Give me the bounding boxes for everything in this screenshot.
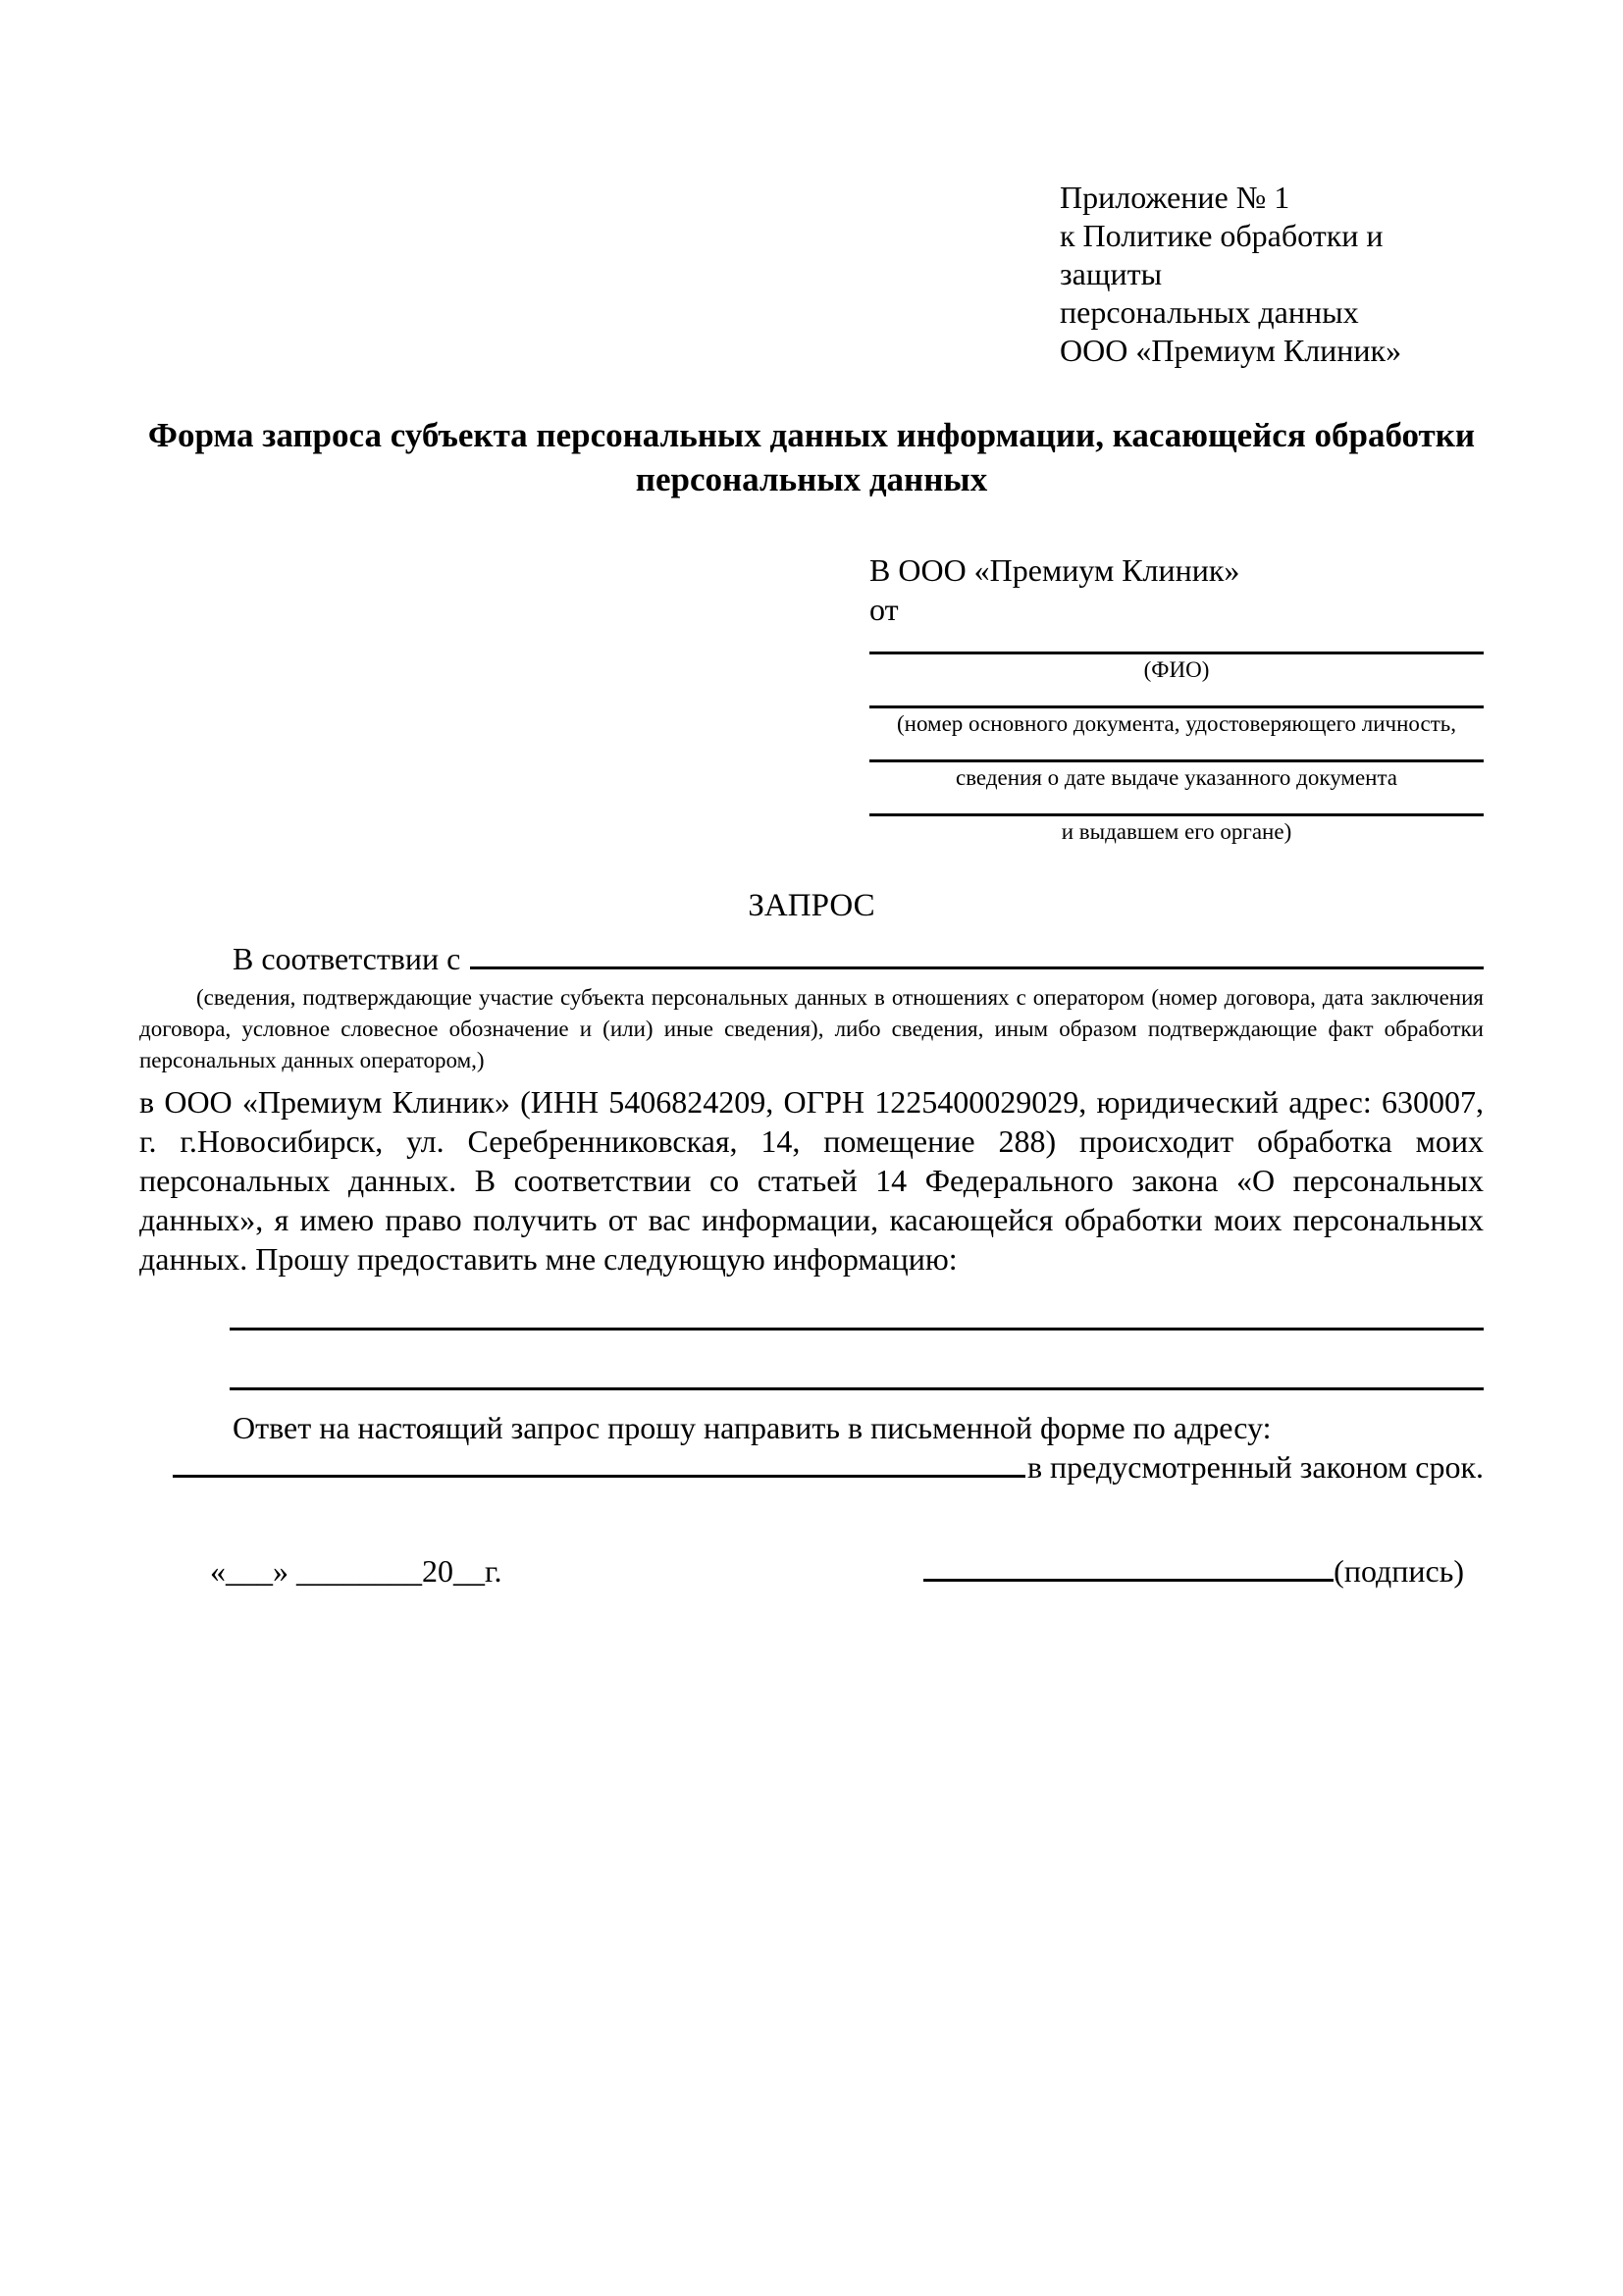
issue-date-field-caption: сведения о дате выдаче указанного документа <box>955 765 1398 790</box>
document-number-field-line <box>869 689 1484 708</box>
information-blank-line-1 <box>230 1328 1484 1331</box>
signature-group <box>923 1551 1464 1591</box>
accordance-note: (сведения, подтверждающие участие субъекта персональных данных в отношениях с оператором (номер договора, дата заключения договора, условное словесное обозначение и (или) иные сведения), либо сведения, иным образом подтверждающие факт обработки персональных данных оператором,) <box>139 985 1484 1072</box>
issuing-authority-field <box>869 797 1484 845</box>
date-signature-row <box>139 1551 1484 1591</box>
accordance-line <box>139 939 1484 978</box>
accordance-prefix: В соответствии с <box>233 941 461 976</box>
reply-suffix: в предусмотренный законом срок. <box>1026 1449 1484 1485</box>
signature-blank-line <box>923 1552 1334 1582</box>
reply-paragraph: Ответ на настоящий запрос прошу направить в письменной форме по адресу: <box>233 1410 1272 1445</box>
signature-caption: (подпись) <box>1334 1553 1464 1589</box>
appendix-line-1: Приложение № 1 <box>1060 180 1290 215</box>
appendix-header <box>1060 179 1484 370</box>
addressee-block <box>869 550 1484 845</box>
appendix-line-4: ООО «Премиум Клиник» <box>1060 333 1402 368</box>
fio-field-line <box>869 635 1484 654</box>
issuing-authority-field-line <box>869 797 1484 816</box>
accordance-blank-line <box>470 940 1484 969</box>
document-number-field-caption: (номер основного документа, удостоверяющего личность, <box>896 711 1456 736</box>
reply-address-line <box>173 1447 1484 1487</box>
fio-field <box>869 635 1484 683</box>
reply-address-blank-line <box>173 1448 1025 1478</box>
request-heading: ЗАПРОС <box>748 888 875 923</box>
addressee-organization: В ООО «Премиум Клиник» <box>869 552 1240 588</box>
appendix-line-3: персональных данных <box>1060 294 1359 330</box>
information-blank-line-2 <box>230 1387 1484 1390</box>
issuing-authority-field-caption: и выдавшем его органе) <box>1061 819 1292 844</box>
date-blank: «___» ________20__г. <box>210 1553 502 1589</box>
form-title: Форма запроса субъекта персональных данных информации, касающейся обработки персональных данных <box>147 416 1476 498</box>
appendix-line-2: к Политике обработки и защиты <box>1060 218 1384 291</box>
request-body-paragraph: в ООО «Премиум Клиник» (ИНН 5406824209, ОГРН 1225400029029, юридический адрес: 630007, г. г.Новосибирск, ул. Серебренниковская, 14, помещение 288) происходит обработка моих персональных данных. В соответствии со статьей 14 Федерального закона «О персональных данных», я имею право получить от вас информации, касающейся обработки моих персональных данных. Прошу предоставить мне следующую информацию: <box>139 1084 1484 1277</box>
issue-date-field-line <box>869 743 1484 762</box>
document-number-field <box>869 689 1484 737</box>
fio-field-caption: (ФИО) <box>1143 657 1210 682</box>
issue-date-field <box>869 743 1484 791</box>
addressee-from-label: от <box>869 592 899 627</box>
